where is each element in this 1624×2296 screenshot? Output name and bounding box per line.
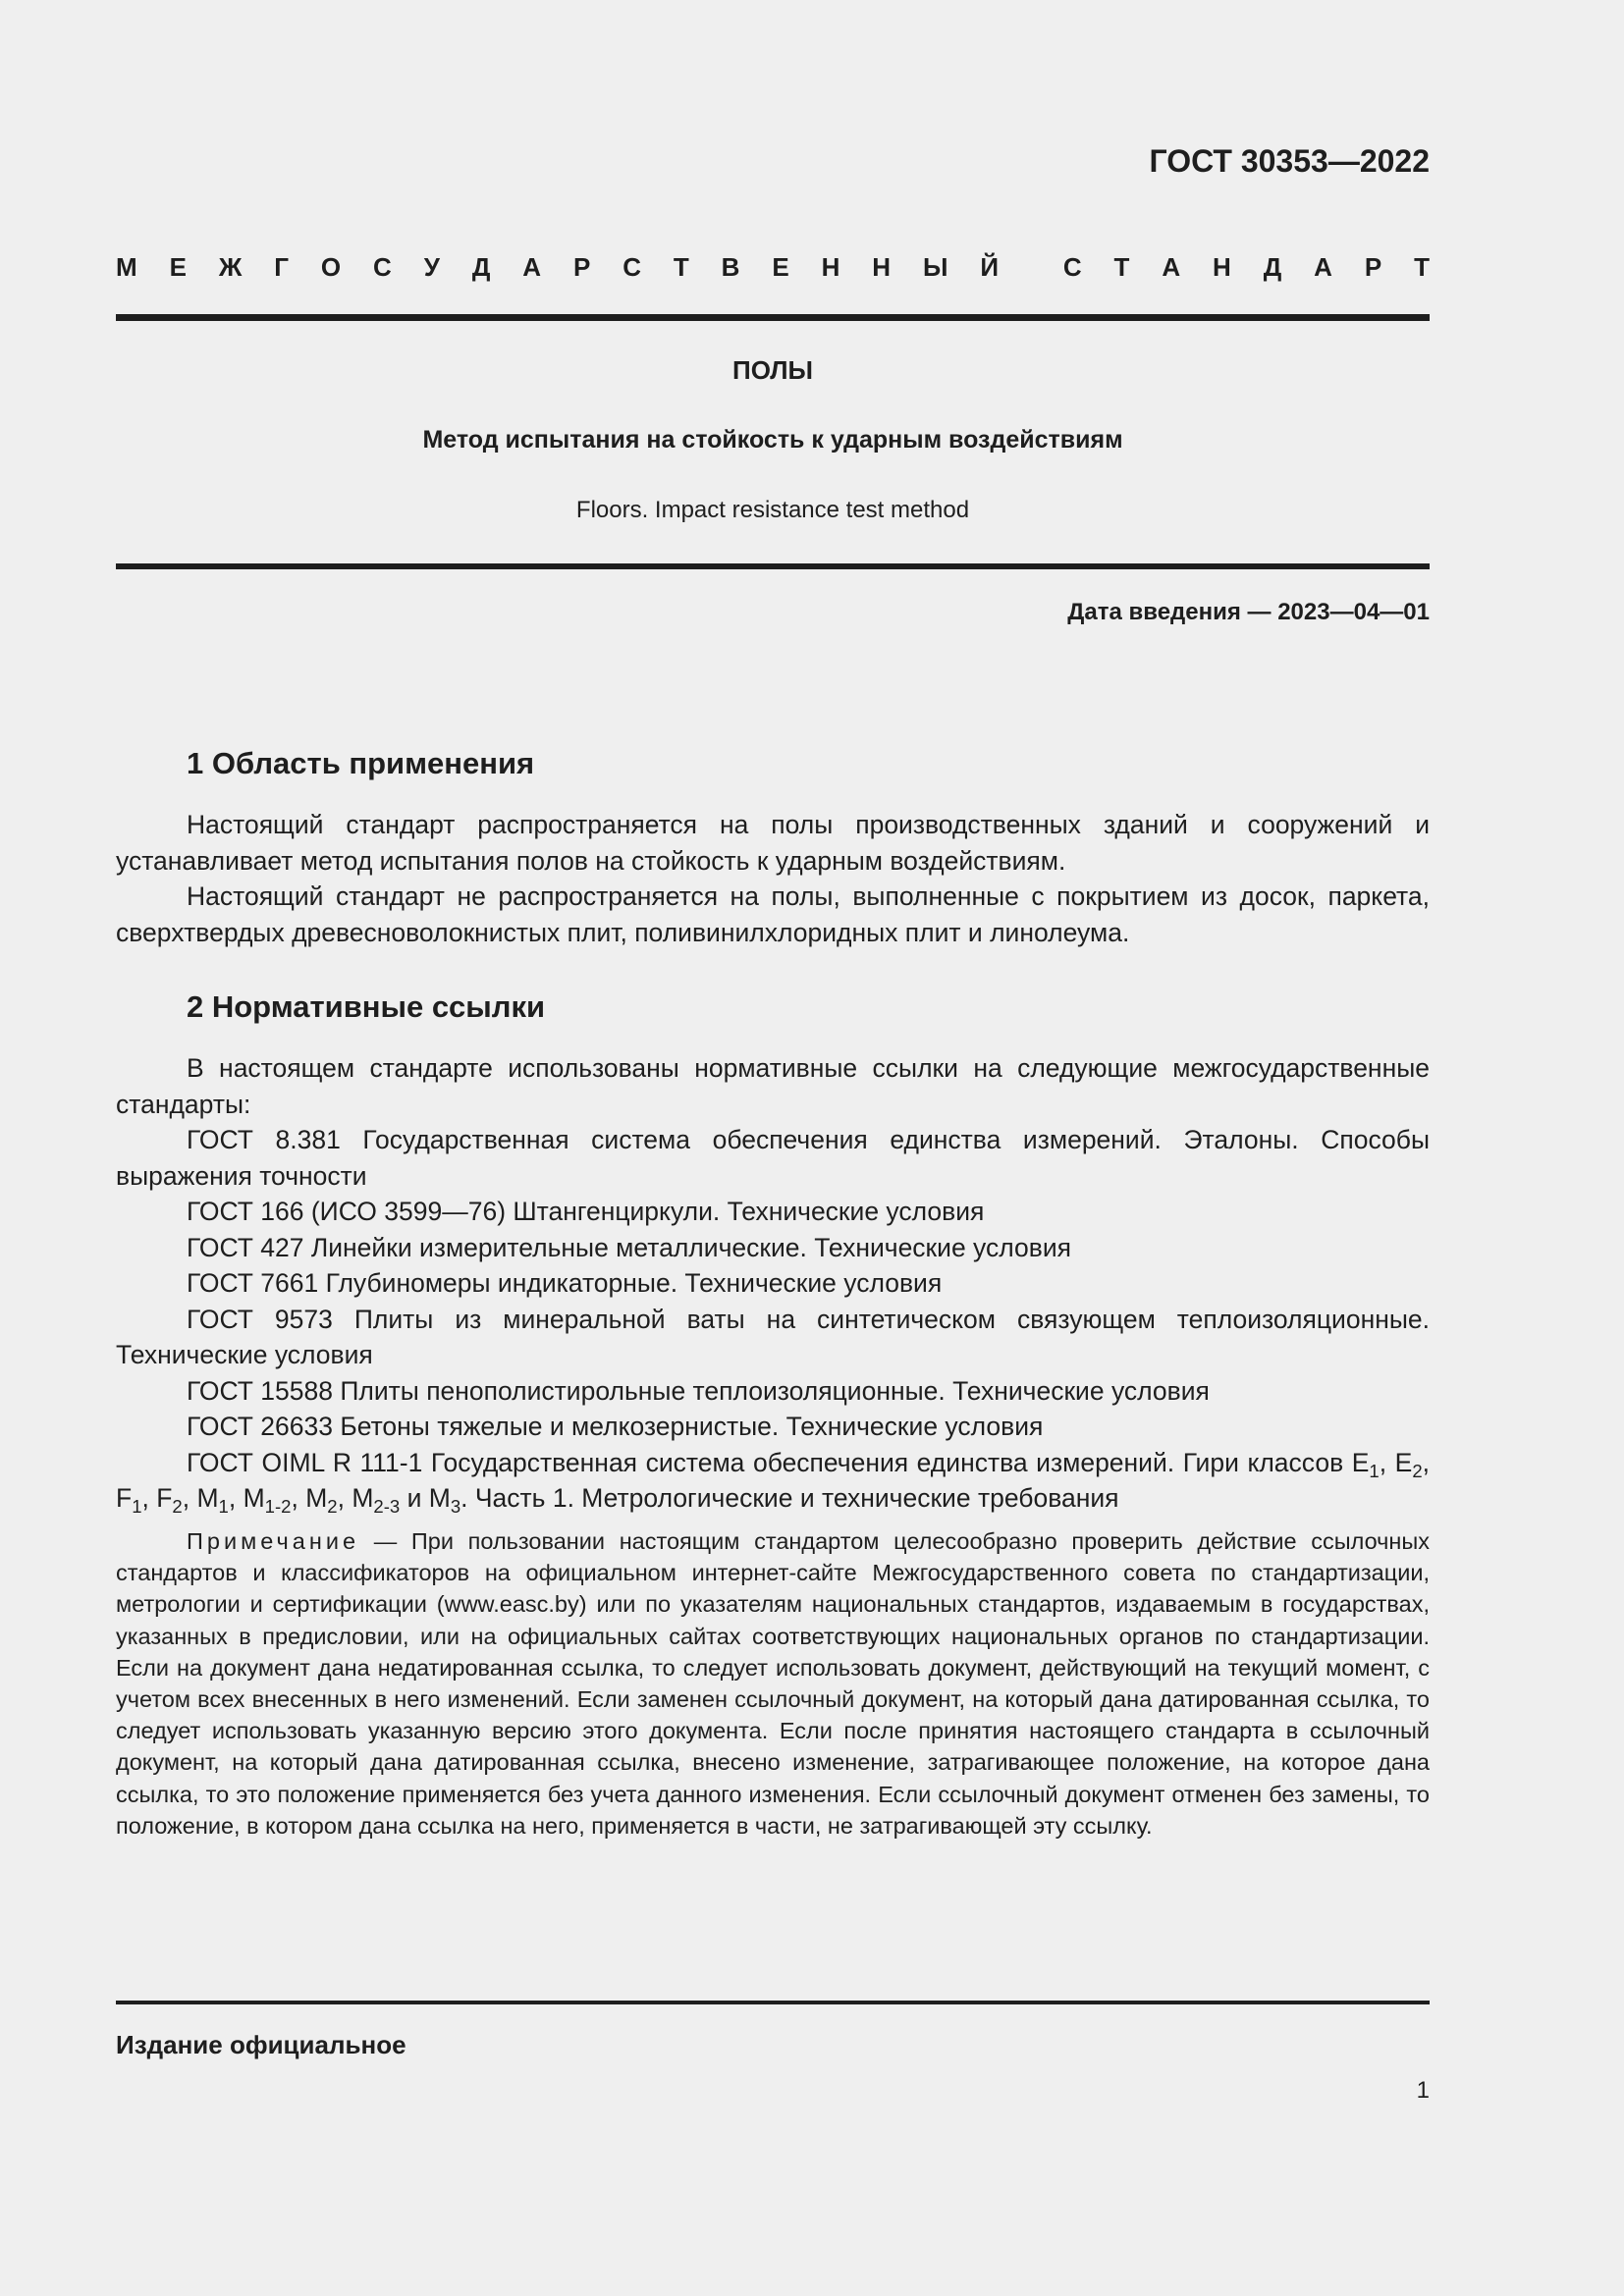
banner-letter: О <box>320 252 342 282</box>
title-bottom-rule <box>116 563 1430 569</box>
reference-item: ГОСТ 7661 Глубиномеры индикаторные. Технические условия <box>187 1268 943 1298</box>
weight-class <box>156 1483 183 1517</box>
note-label: Примечание <box>187 1528 360 1554</box>
standard-code: ГОСТ 30353—2022 <box>1149 143 1430 179</box>
weight-class-last <box>428 1483 461 1517</box>
weight-class <box>243 1483 292 1517</box>
document-title: ПОЛЫ <box>732 355 813 385</box>
paragraph: В настоящем стандарте использованы нормативные ссылки на следующие межгосударственные стандарты: <box>116 1053 1430 1119</box>
note-text: — При пользовании настоящим стандартом целесообразно проверить действие ссылочных стандартов и классификаторов на официальном интернет-сайте Межгосударственного совета по стандартизации, метрологии и сертификации (www.easc.by) или по указателям национальных стандартов, издаваемым в государствах, указанных в предисловии, или на официальных сайтах соответствующих национальных органов по стандартизации. Если на документ дана недатированная ссылка, то следует использовать документ, действующий на текущий момент, с учетом всех внесенных в него изменений. Если заменен ссылочный документ, на который дана датированная ссылка, то следует использовать указанную версию этого документа. Если после принятия настоящего стандарта в ссылочный документ, на который дана датированная ссылка, внесено изменение, затрагивающее положение, на которое дана ссылка, то это положение применяется без учета данного изменения. Если ссылочный документ отменен без замены, то положение, в котором дана ссылка на него, применяется в части, не затрагивающей эту ссылку. <box>116 1528 1430 1839</box>
weight-class-letter: M <box>243 1483 265 1513</box>
note <box>116 1525 1430 1842</box>
weight-class-letter: M <box>352 1483 374 1513</box>
banner-letter: Й <box>980 252 1000 282</box>
reference-oiml <box>116 1445 1430 1517</box>
banner-letter: Н <box>821 252 840 282</box>
english-title: Floors. Impact resistance test method <box>575 497 970 523</box>
weight-class-index: 1-2 <box>264 1496 292 1517</box>
official-edition-label: Издание официальное <box>116 2030 406 2059</box>
banner-letter: С <box>373 252 392 282</box>
weight-class-letter: F <box>156 1483 173 1513</box>
weight-class-letter: M <box>196 1483 219 1513</box>
banner-letter: А <box>1314 252 1332 282</box>
section-2-heading: 2 Нормативные ссылки <box>187 989 546 1024</box>
weight-class-index: 2-3 <box>373 1496 401 1517</box>
banner-letter: М <box>116 252 137 282</box>
weight-class <box>116 1483 142 1517</box>
banner-letter: Н <box>1213 252 1231 282</box>
banner-letter: С <box>1062 252 1082 282</box>
section-2-body <box>116 1050 1430 1517</box>
banner-letter: Ы <box>922 252 948 282</box>
banner-letter: Р <box>572 252 591 282</box>
weight-class-letter: M <box>305 1483 328 1513</box>
oiml-end: . Часть 1. Метрологические и технические требования <box>460 1483 1119 1513</box>
paragraph: Настоящий стандарт распространяется на полы производственных зданий и сооружений и устанавливает метод испытания полов на стойкость к ударным воздействиям. <box>116 810 1430 876</box>
reference-item: ГОСТ 9573 Плиты из минеральной ваты на синтетическом связующем теплоизоляционные. Технические условия <box>116 1304 1430 1369</box>
weight-class <box>196 1483 229 1517</box>
weight-class-index: 1 <box>1369 1460 1380 1481</box>
banner-letter: Ж <box>218 252 243 282</box>
banner-letter: Т <box>673 252 689 282</box>
reference-item: ГОСТ 15588 Плиты пенополистирольные теплоизоляционные. Технические условия <box>187 1375 1210 1406</box>
weight-class-letter: E <box>1394 1447 1413 1477</box>
weight-class-letter: M <box>428 1483 451 1513</box>
banner-letter: Р <box>1364 252 1382 282</box>
banner-letter: Г <box>274 252 289 282</box>
weight-class-index: 2 <box>172 1496 183 1517</box>
weight-class-index: 1 <box>218 1496 229 1517</box>
introduction-date: Дата введения — 2023—04—01 <box>1067 599 1430 625</box>
banner-letter: В <box>721 252 740 282</box>
reference-item: ГОСТ 8.381 Государственная система обеспечения единства измерений. Эталоны. Способы выражения точности <box>116 1125 1430 1191</box>
weight-class-letter: F <box>116 1483 133 1513</box>
banner-letter: С <box>623 252 641 282</box>
banner-letter: Е <box>772 252 789 282</box>
document-page <box>116 0 1430 2296</box>
weight-class-letter: E <box>1351 1447 1370 1477</box>
weight-class-index: 1 <box>132 1496 142 1517</box>
weight-class <box>1351 1447 1380 1481</box>
reference-list <box>116 1122 1430 1445</box>
weight-class <box>305 1483 338 1517</box>
oiml-and: и <box>406 1483 422 1513</box>
banner-letter: Д <box>1263 252 1282 282</box>
weight-class-index: 3 <box>450 1496 461 1517</box>
weight-class <box>352 1483 401 1517</box>
banner-letter: У <box>423 252 440 282</box>
interstate-standard-banner <box>116 252 1430 283</box>
oiml-text: ГОСТ OIML R 111-1 Государственная система обеспечения единства измерений. Гири классов <box>187 1447 1344 1477</box>
page-number: 1 <box>1416 2077 1430 2104</box>
paragraph: Настоящий стандарт не распространяется на полы, выполненные с покрытием из досок, паркета, сверхтвердых древесноволокнистых плит, поливинилхлоридных плит и линолеума. <box>116 881 1430 947</box>
banner-letter: Т <box>1414 252 1430 282</box>
banner-letter: Д <box>471 252 491 282</box>
weight-class <box>1394 1447 1423 1481</box>
banner-letter: Н <box>872 252 892 282</box>
weight-class-index: 2 <box>327 1496 338 1517</box>
reference-item: ГОСТ 166 (ИСО 3599—76) Штангенциркули. Технические условия <box>187 1197 985 1226</box>
footer-rule <box>116 2001 1430 2004</box>
reference-item: ГОСТ 427 Линейки измерительные металлические. Технические условия <box>187 1232 1071 1262</box>
banner-letter: Т <box>1113 252 1130 282</box>
weight-classes: $E_1$, $E_2$, $F_1$, $F_2$, $M_1$, $M_{1-2}$, $M_2$, $M_{2-3}$ <box>116 1447 1430 1517</box>
weight-class-index: 2 <box>1412 1460 1423 1481</box>
document-subtitle: Метод испытания на стойкость к ударным воздействиям <box>422 426 1123 454</box>
reference-item: ГОСТ 26633 Бетоны тяжелые и мелкозернистые. Технические условия <box>187 1412 1044 1441</box>
section-1-body <box>116 807 1430 950</box>
weight-class <box>428 1483 461 1517</box>
banner-letter: А <box>1162 252 1181 282</box>
section-1-heading: 1 Область применения <box>187 746 535 780</box>
top-rule <box>116 314 1430 321</box>
banner-letter: А <box>522 252 542 282</box>
banner-letter: Е <box>169 252 187 282</box>
